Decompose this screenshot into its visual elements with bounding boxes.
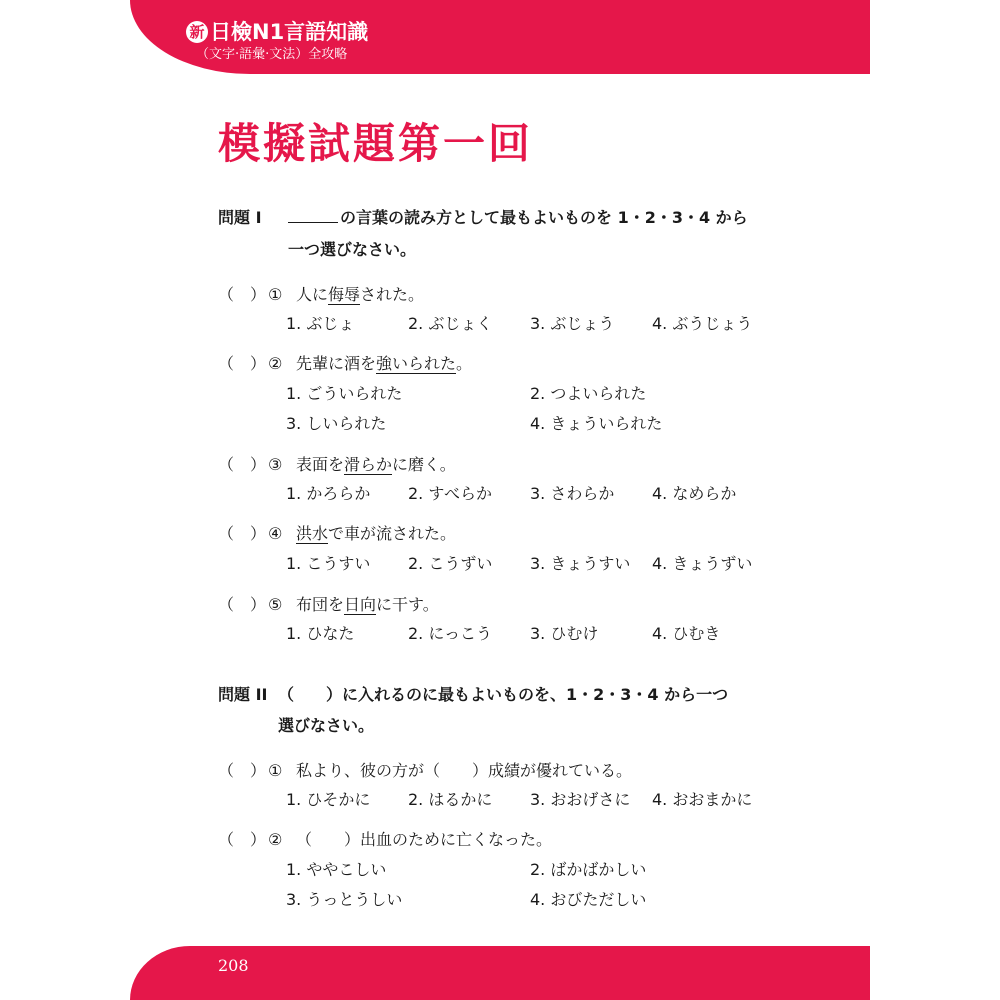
question-post: された。 [360, 285, 425, 304]
option-1[interactable]: 1. ひそかに [286, 790, 371, 809]
option-4[interactable]: 4. なめらか [652, 484, 737, 503]
option-3[interactable]: 3. さわらか [530, 484, 615, 503]
option-1[interactable]: 1. ぶじょ [286, 314, 355, 333]
question-pre: 表面を [296, 455, 345, 474]
option-4[interactable]: 4. ひむき [652, 624, 721, 643]
chapter-title: 模擬試題第一回 [218, 119, 534, 168]
question-number: ⑤ [268, 595, 283, 614]
question-underlined: 侮辱 [328, 285, 361, 304]
question-pre: 人に [296, 285, 329, 304]
option-2[interactable]: 2. ぶじょく [408, 314, 493, 333]
question-number: ④ [268, 524, 283, 543]
option-1[interactable]: 1. かろらか [286, 484, 371, 503]
section2-instruction-line1: （ ）に入れるのに最もよいものを、1・2・3・4 から一つ [278, 685, 729, 704]
answer-paren[interactable]: （ ） [218, 285, 267, 304]
question-number: ② [268, 830, 283, 849]
option-3[interactable]: 3. ひむけ [530, 624, 599, 643]
question-text: （ ）出血のために亡くなった。 [296, 830, 553, 849]
answer-paren[interactable]: （ ） [218, 354, 267, 373]
option-1[interactable]: 1. ひなた [286, 624, 355, 643]
option-1[interactable]: 1. ややこしい [286, 860, 387, 879]
section2-question-2 [218, 830, 552, 850]
question-post: に干す。 [376, 595, 439, 614]
option-4[interactable]: 4. おびただしい [530, 890, 647, 909]
question-number: ③ [268, 455, 283, 474]
option-4[interactable]: 4. きょういられた [530, 414, 663, 433]
section1-question-4 [218, 524, 456, 544]
answer-paren[interactable]: （ ） [218, 524, 267, 543]
page-number: 208 [218, 956, 249, 975]
book-subtitle: （文字‧語彙‧文法）全攻略 [196, 47, 348, 62]
section2-label: 問題 II [218, 685, 268, 704]
option-2[interactable]: 2. にっこう [408, 624, 493, 643]
answer-paren[interactable]: （ ） [218, 761, 267, 780]
option-3[interactable]: 3. おおげさに [530, 790, 631, 809]
question-post: で車が流された。 [328, 524, 457, 543]
section1-instruction [288, 208, 748, 228]
answer-blank [288, 208, 338, 223]
section1-question-2 [218, 354, 472, 374]
new-badge: 新 [186, 21, 208, 43]
question-number: ① [268, 285, 283, 304]
question-number: ① [268, 761, 283, 780]
section1-question-1 [218, 285, 424, 305]
section1-question-3 [218, 455, 456, 475]
option-3[interactable]: 3. しいられた [286, 414, 387, 433]
question-text: 私より、彼の方が（ ）成績が優れている。 [296, 761, 633, 780]
book-title-text: 日檢N1言語知識 [210, 20, 369, 44]
question-pre: 布団を [296, 595, 345, 614]
question-post: に磨く。 [392, 455, 456, 474]
option-3[interactable]: 3. うっとうしい [286, 890, 403, 909]
section1-label: 問題 I [218, 208, 262, 227]
page [130, 0, 870, 1000]
question-underlined: 強いられた [376, 354, 457, 373]
section1-instruction-line1: の言葉の読み方として最もよいものを 1・2・3・4 から [340, 208, 748, 227]
book-title [186, 20, 368, 44]
option-4[interactable]: 4. おおまかに [652, 790, 753, 809]
answer-paren[interactable]: （ ） [218, 455, 267, 474]
option-2[interactable]: 2. つよいられた [530, 384, 647, 403]
option-2[interactable]: 2. はるかに [408, 790, 493, 809]
answer-paren[interactable]: （ ） [218, 595, 267, 614]
option-1[interactable]: 1. こうすい [286, 554, 371, 573]
option-2[interactable]: 2. すべらか [408, 484, 493, 503]
section1-instruction-line2: 一つ選びなさい。 [288, 240, 417, 259]
option-3[interactable]: 3. ぶじょう [530, 314, 615, 333]
option-4[interactable]: 4. ぶうじょう [652, 314, 753, 333]
option-3[interactable]: 3. きょうすい [530, 554, 631, 573]
question-underlined: 日向 [344, 595, 377, 614]
question-pre: 先輩に酒を [296, 354, 377, 373]
question-underlined: 洪水 [296, 524, 329, 543]
section2-question-1 [218, 761, 632, 781]
question-underlined: 滑らか [344, 455, 393, 474]
option-2[interactable]: 2. ばかばかしい [530, 860, 647, 879]
option-1[interactable]: 1. ごういられた [286, 384, 403, 403]
question-number: ② [268, 354, 283, 373]
option-2[interactable]: 2. こうずい [408, 554, 493, 573]
option-4[interactable]: 4. きょうずい [652, 554, 753, 573]
section1-question-5 [218, 595, 439, 615]
answer-paren[interactable]: （ ） [218, 830, 267, 849]
question-post: 。 [456, 354, 473, 373]
section2-instruction-line2: 選びなさい。 [278, 716, 375, 735]
